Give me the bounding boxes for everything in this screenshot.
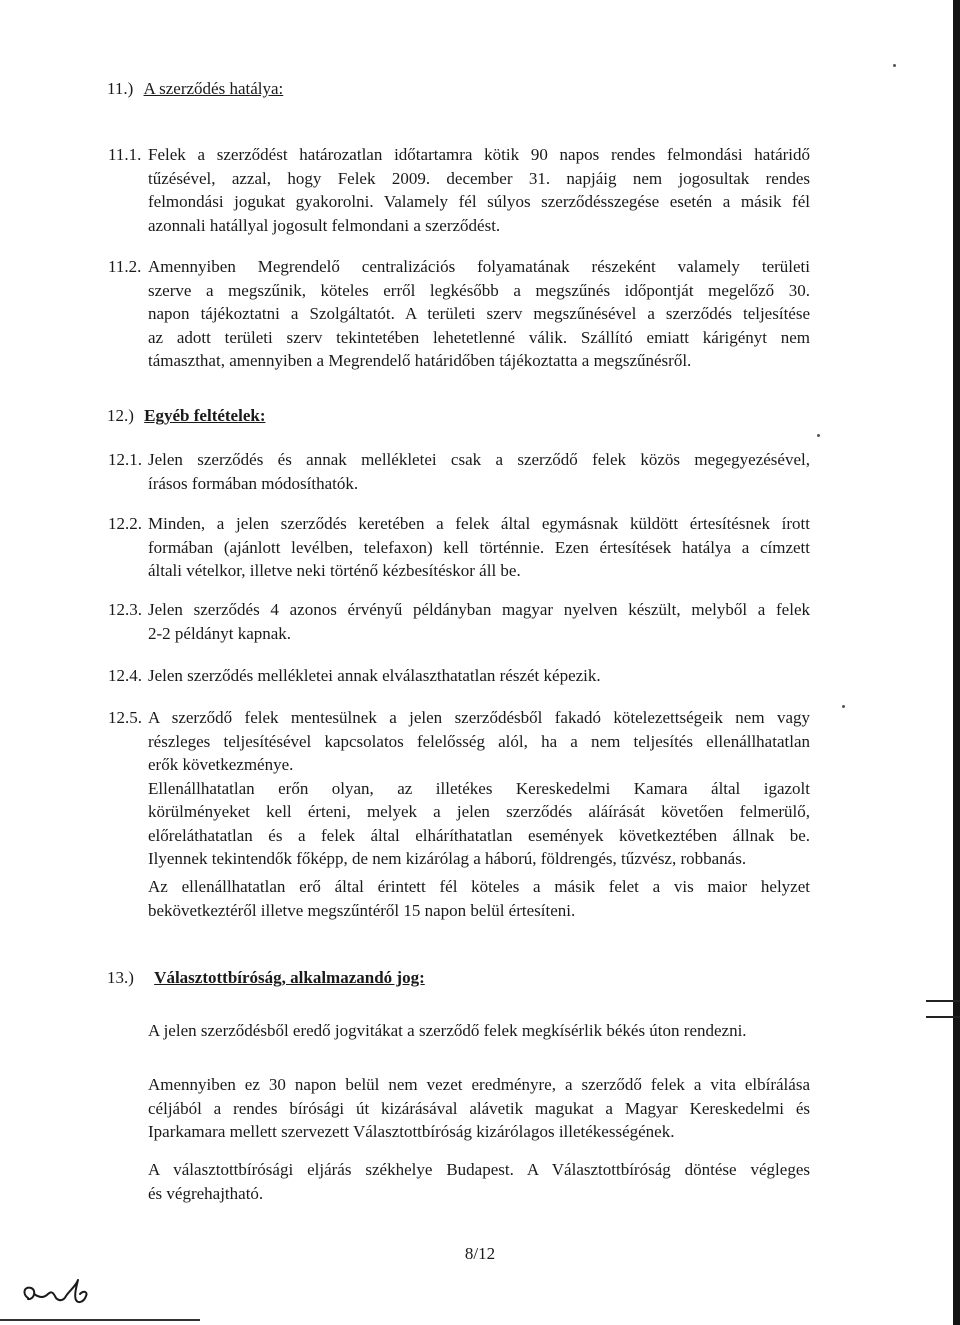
- clause-line: Az ellenállhatatlan erő által érintett fél köteles a másik felet a vis maior helyzet: [148, 877, 810, 896]
- clause-11-1: [108, 143, 810, 237]
- clause-12-2: [108, 512, 810, 583]
- clause-line: írásos formában módosíthatók.: [148, 473, 359, 493]
- clause-line: és végrehajtható.: [148, 1183, 264, 1203]
- clause-line: Ellenállhatatlan erőn olyan, az illetékes Kereskedelmi Kamara által igazolt: [148, 778, 810, 798]
- handwritten-initials-signature: [20, 1272, 110, 1312]
- scan-speck: [893, 64, 896, 67]
- clause-line: Iparkamara mellett szervezett Választottbíróság kizárólagos illetékességének.: [148, 1122, 675, 1141]
- section-13-paragraph: [148, 1019, 810, 1043]
- section-number: 11.): [107, 79, 134, 98]
- section-heading: [107, 78, 283, 100]
- clause-12-3: [108, 598, 810, 645]
- clause-11-2: [108, 255, 810, 373]
- scan-speck: [817, 434, 820, 437]
- section-number: 12.): [107, 406, 134, 425]
- section-13-paragraph: [148, 1073, 810, 1144]
- clause-line: Amennyiben Megrendelő centralizációs folyamatának részeként valamely területi: [148, 257, 810, 276]
- clause-number: 12.4.: [108, 666, 142, 685]
- clause-12-1: [108, 448, 810, 495]
- clause-line: szerve a megszűnik, köteles erről legkésőbb a megszűnés időpontját megelőző 30.: [148, 280, 810, 300]
- section-number: 13.): [107, 968, 134, 987]
- clause-line: Jelen szerződés és annak mellékletei csak a szerződő felek közös megegyezésével,: [148, 450, 810, 469]
- clause-line: erők következménye.: [148, 755, 294, 774]
- section-title: A szerződés hatálya:: [143, 79, 284, 98]
- scan-edge-shadow: [953, 0, 960, 1325]
- clause-line: 2-2 példányt kapnak.: [148, 623, 292, 643]
- page-number: 8/12: [464, 1244, 496, 1263]
- clause-line: A választottbírósági eljárás székhelye Budapest. A Választottbíróság döntése végleges: [148, 1160, 810, 1179]
- scan-margin-line: [926, 1000, 960, 1002]
- clause-12-4: [108, 664, 810, 688]
- clause-line: felmondási jogukat gyakorolni. Valamely fél súlyos szerződésszegése esetén a másik fél: [148, 192, 810, 211]
- section-13-paragraph: [148, 1158, 810, 1205]
- clause-line: Jelen szerződés mellékletei annak elválaszthatatlan részét képezik.: [148, 666, 601, 685]
- clause-line: A jelen szerződésből eredő jogvitákat a szerződő felek megkísérlik békés úton rendezni.: [148, 1021, 747, 1040]
- clause-number: 12.5.: [108, 708, 142, 727]
- clause-line: tűzésével, azzal, hogy Felek 2009. december 31. napjáig nem jogosultak rendes: [148, 168, 810, 188]
- clause-line: Amennyiben ez 30 napon belül nem vezet eredményre, a szerződő felek a vita elbírálása: [148, 1075, 810, 1094]
- section-heading: [107, 967, 425, 989]
- clause-line: támaszthat, amennyiben a Megrendelő határidőben tájékoztatta a megszűnésről.: [148, 351, 692, 370]
- clause-line: Felek a szerződést határozatlan időtartamra kötik 90 napos rendes felmondási határidő: [148, 145, 810, 164]
- clause-line: céljából a rendes bírósági út kizárásával alávetik magukat a Magyar Kereskedelmi és: [148, 1098, 810, 1118]
- clause-line: Jelen szerződés 4 azonos érvényű példányban magyar nyelven készült, melyből a felek: [148, 600, 810, 619]
- scan-speck: [842, 705, 845, 708]
- clause-line: Ilyennek tekintendők főképp, de nem kizárólag a háború, földrengés, tűzvész, robbanás.: [148, 849, 747, 868]
- section-heading: [107, 405, 266, 427]
- clause-line: bekövetkeztéről illetve megszűntéről 15 napon belül értesíteni.: [148, 900, 576, 920]
- clause-line: napon tájékoztatni a Szolgáltatót. A területi szerv megszűnésével a szerződés teljesítése: [148, 304, 810, 323]
- clause-line: részleges teljesítésével kapcsolatos felelősség alól, ha a nem teljesítés ellenállhatatlan: [148, 731, 810, 751]
- scan-bottom-line: [0, 1319, 200, 1321]
- clause-number: 11.2.: [108, 257, 142, 276]
- clause-12-5: [108, 706, 810, 871]
- scan-margin-line: [926, 1016, 960, 1018]
- clause-line: előreláthatatlan és a felek által elháríthatatlan események következtében állnak be.: [148, 825, 810, 845]
- clause-line: körülményeket kell érteni, melyek a jelen szerződés aláírását követően felmerülő,: [148, 802, 810, 821]
- clause-line: Minden, a jelen szerződés keretében a felek által egymásnak küldött értesítésnek írott: [148, 514, 810, 533]
- clause-line: azonnali hatállyal jogosult felmondani a szerződést.: [148, 215, 501, 235]
- clause-number: 12.2.: [108, 514, 142, 533]
- clause-number: 11.1.: [108, 145, 142, 164]
- clause-line: általi vételkor, illetve neki történő kézbesítéskor áll be.: [148, 561, 521, 580]
- clause-line: formában (ajánlott levélben, telefaxon) kell történnie. Ezen értesítések hatálya a címzett: [148, 537, 810, 557]
- section-title: Választottbíróság, alkalmazandó jog:: [154, 968, 425, 987]
- clause-number: 12.1.: [108, 450, 142, 469]
- clause-line: A szerződő felek mentesülnek a jelen szerződésből fakadó kötelezettségeik nem vagy: [148, 708, 810, 727]
- section-title: Egyéb feltételek:: [144, 406, 266, 425]
- clause-line: az adott területi szerv tekintetében lehetetlenné válik. Szállító emiatt kárigényt nem: [148, 327, 810, 347]
- clause-number: 12.3.: [108, 600, 142, 619]
- clause-12-5-paragraph: [148, 875, 810, 922]
